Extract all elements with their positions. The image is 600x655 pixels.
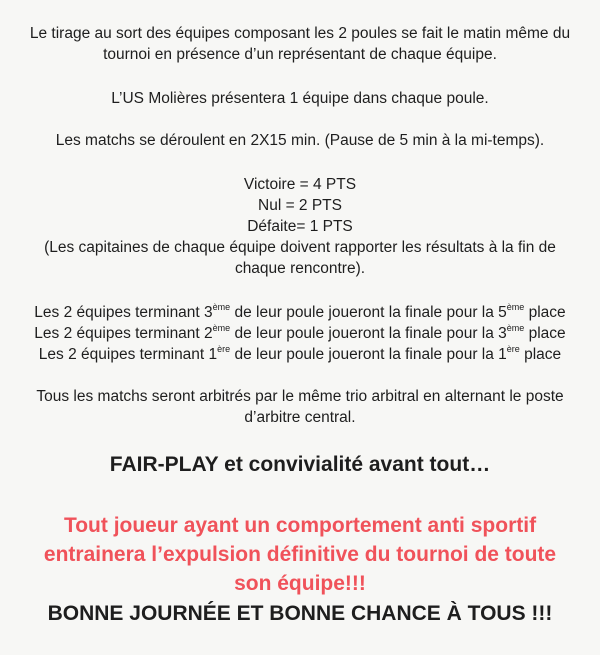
points-paragraph — [0, 174, 600, 279]
finals-suffix: place — [519, 346, 562, 363]
draw-line-2: tournoi en présence d’un représentant de chaque équipe. — [103, 46, 497, 63]
finals-prefix: Les 2 équipes terminant 1 — [38, 346, 218, 363]
finals-suffix: place — [524, 325, 566, 342]
referee-line-1: Tous les matchs seront arbitrés par le même trio arbitral en alternant le poste — [36, 388, 564, 405]
warning-line-3: son équipe!!! — [234, 572, 366, 595]
points-note-line-2: chaque rencontre). — [234, 260, 366, 277]
finals-rank-sup: ère — [217, 344, 231, 354]
referee-paragraph — [0, 386, 600, 428]
points-draw: Nul = 2 PTS — [258, 197, 342, 214]
finals-rank-sup: ème — [212, 323, 231, 333]
draw-line-1: Le tirage au sort des équipes composant les 2 poules se fait le matin même du — [29, 25, 571, 42]
warning-line-1: Tout joueur ayant un comportement anti sportif — [63, 514, 537, 537]
us-molieres-paragraph — [0, 88, 600, 109]
finals-place-sup: ère — [506, 344, 520, 354]
fairplay-heading: FAIR-PLAY et convivialité avant tout… — [109, 453, 491, 476]
finals-line-first — [0, 344, 600, 365]
warning-line-2: entrainera l’expulsion définitive du tournoi de toute — [43, 543, 557, 566]
points-loss: Défaite= 1 PTS — [247, 218, 353, 235]
draw-paragraph — [0, 23, 600, 65]
finals-line-third — [0, 302, 600, 323]
warning-paragraph — [0, 511, 600, 598]
points-note-line-1: (Les capitaines de chaque équipe doivent rapporter les résultats à la fin de — [44, 239, 556, 256]
finals-place-sup: ème — [506, 302, 525, 312]
finals-middle: de leur poule joueront la finale pour la 5 — [230, 304, 507, 321]
closing-heading: BONNE JOURNÉE ET BONNE CHANCE À TOUS !!! — [47, 602, 553, 625]
finals-suffix: place — [524, 304, 566, 321]
finals-middle: de leur poule joueront la finale pour la 1 — [230, 346, 507, 363]
finals-place-sup: ème — [506, 323, 525, 333]
points-win: Victoire = 4 PTS — [243, 176, 357, 193]
finals-prefix: Les 2 équipes terminant 3 — [34, 304, 213, 321]
match-duration-paragraph — [0, 130, 600, 151]
finals-paragraph — [0, 302, 600, 365]
match-duration-line: Les matchs se déroulent en 2X15 min. (Pause de 5 min à la mi-temps). — [55, 132, 545, 149]
finals-line-second — [0, 323, 600, 344]
referee-line-2: d’arbitre central. — [244, 409, 356, 426]
us-molieres-line: L’US Molières présentera 1 équipe dans chaque poule. — [111, 90, 489, 107]
finals-prefix: Les 2 équipes terminant 2 — [34, 325, 213, 342]
finals-middle: de leur poule joueront la finale pour la 3 — [230, 325, 507, 342]
finals-rank-sup: ème — [212, 302, 231, 312]
